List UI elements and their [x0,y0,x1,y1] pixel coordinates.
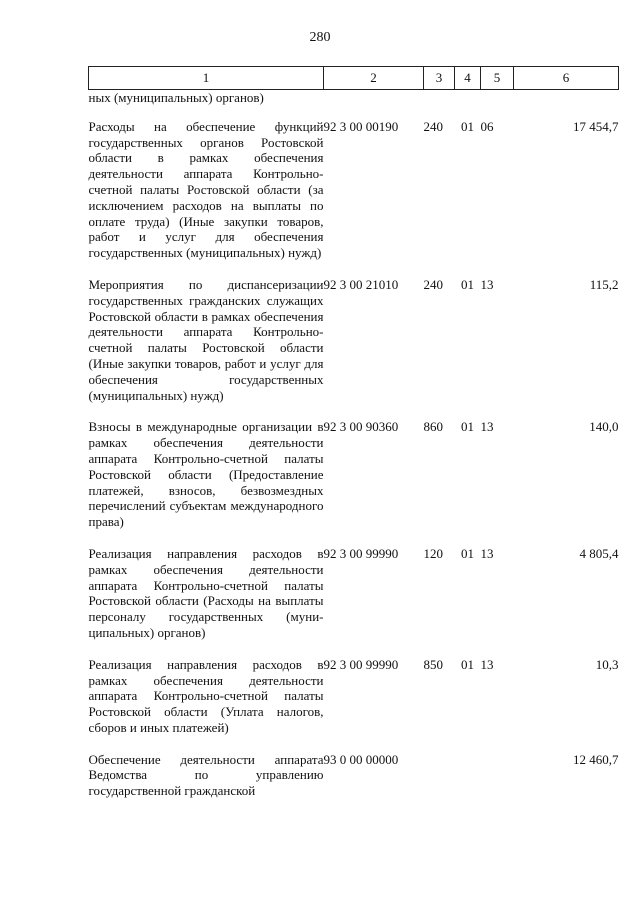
row-pr: 13 [480,419,494,435]
column-header: 1 [89,67,324,90]
row-kvr: 850 [423,656,443,672]
row-rz [455,741,481,804]
row-pr: 13 [480,656,494,672]
row-rz: 01 [461,419,474,435]
page-number: 280 [309,30,331,45]
row-code: 92 3 00 90360 [323,419,399,435]
table-row [89,535,619,646]
table-row [89,266,619,408]
table-row [89,108,619,266]
column-header: 3 [424,67,455,90]
row-rz: 01 [461,545,474,561]
row-kvr: 240 [423,276,443,292]
table-row [89,408,619,535]
row-code: 93 0 00 00000 [323,751,399,767]
continuation-row [89,90,619,108]
row-description: Мероприятия по диспансеризации государственных гражданских служащих Ростовской области в рамках обеспечения деятельности аппарата Контрольно-счетной палаты Ростовской области (Иные закупки товаров, работ и услуг для обеспечения государственных (муниципальных) нужд) [88,276,324,403]
row-amount: 10,3 [595,656,619,672]
row-code: 92 3 00 00190 [323,118,399,134]
row-rz: 01 [461,276,474,292]
column-header: 2 [324,67,424,90]
budget-table [88,66,619,804]
row-amount: 4 805,4 [579,545,619,561]
row-kvr [424,741,455,804]
row-kvr: 120 [423,545,443,561]
row-description: Взносы в международные организации в рамках обеспечения деятельности аппарата Контрольно-счетной палаты Ростовской области (Предоставление платежей, взносов, безвозмездных перечислений субъектам международного права) [88,419,324,530]
table-header-row [89,67,619,90]
column-header: 6 [514,67,619,90]
row-pr: 13 [480,545,494,561]
row-description: Реализация направления расходов в рамках обеспечения деятельности аппарата Контрольно-счетной палаты Ростовской области (Уплата налогов, сборов и иных платежей) [88,656,324,735]
continuation-text: ных (муниципальных) органов) [88,90,264,105]
row-description: Реализация направления расходов в рамках обеспечения деятельности аппарата Контрольно-счетной палаты Ростовской области (Расходы на выплаты персоналу государственных (муниципальных) органов) [88,545,324,640]
row-rz: 01 [461,656,474,672]
row-description: Обеспечение деятельности аппарата Ведомства по управлению государственной гражданской [88,751,324,799]
table-row [89,741,619,804]
row-rz: 01 [461,118,474,134]
row-pr [481,741,514,804]
table-row [89,646,619,741]
row-code: 92 3 00 99990 [323,656,399,672]
column-header: 4 [455,67,481,90]
row-pr: 13 [480,276,494,292]
row-amount: 17 454,7 [573,118,619,134]
row-kvr: 240 [423,118,443,134]
row-kvr: 860 [423,419,443,435]
row-code: 92 3 00 21010 [323,276,399,292]
row-code: 92 3 00 99990 [323,545,399,561]
row-amount: 140,0 [589,419,619,435]
row-pr: 06 [480,118,494,134]
row-amount: 115,2 [589,276,619,292]
column-header: 5 [481,67,514,90]
row-amount: 12 460,7 [573,751,619,767]
row-description: Расходы на обеспечение функций государственных органов Ростовской области в рамках обеспечения деятельности аппарата Контрольно-счетной палаты Ростовской области (за исключением расходов на выплаты по оплате труда) (Иные закупки товаров, работ и услуг для обеспечения государственных (муниципальных) нужд) [88,118,324,261]
